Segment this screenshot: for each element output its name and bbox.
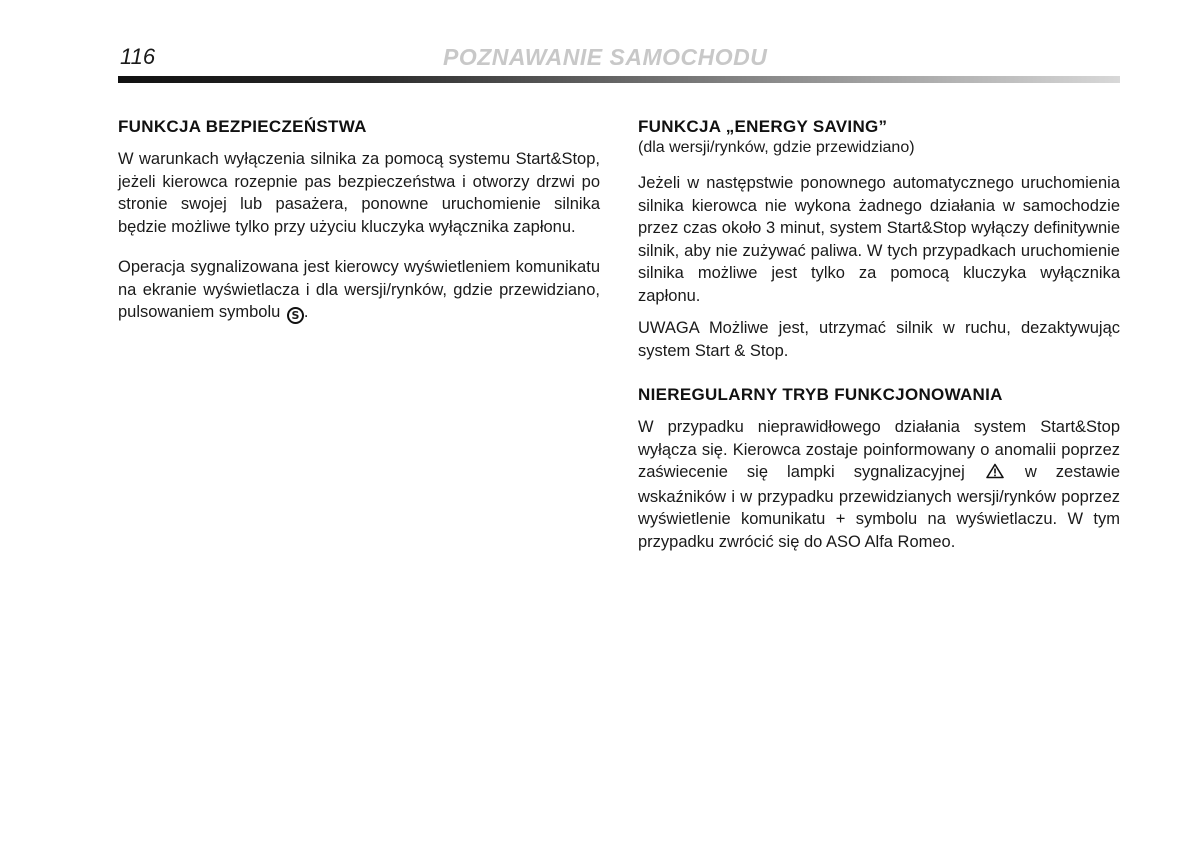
section-subheading-energy-saving: (dla wersji/rynków, gdzie przewidziano) — [638, 139, 915, 156]
paragraph-irregular-mode-end: w zestawie wskaźników i w przypadku przewidzianych wersji/rynków poprzez wyświetlenie komunikatu + symbolu na wyświetlaczu. W tym przypadku zwrócić się do ASO Alfa Romeo. — [638, 463, 1120, 551]
running-title: POZNAWANIE SAMOCHODU — [443, 44, 768, 70]
section-heading-safety: FUNKCJA BEZPIECZEŃSTWA — [118, 117, 367, 136]
warning-triangle-icon — [986, 463, 1004, 486]
start-stop-circle-s-icon: S — [287, 307, 304, 324]
paragraph-safety-2-end: . — [303, 303, 309, 321]
section-heading-irregular-mode: NIEREGULARNY TRYB FUNKCJONOWANIA — [638, 385, 1003, 404]
paragraph-irregular-mode — [638, 416, 1120, 553]
header-rule — [118, 76, 1120, 83]
paragraph-safety-1: W warunkach wyłączenia silnika za pomocą systemu Start&Stop, jeżeli kierowca rozepnie pas bezpieczeństwa i otworzy drzwi po stronie swojej lub pasażera, ponowne uruchomienie silnika będzie możliwe tylko przy użyciu kluczyka wyłącznika zapłonu. — [118, 150, 600, 236]
right-column — [638, 116, 1120, 563]
paragraph-safety-2 — [118, 256, 600, 324]
left-column — [118, 116, 600, 324]
paragraph-safety-2-text: Operacja sygnalizowana jest kierowcy wyświetleniem komunikatu na ekranie wyświetlacza i dla wersji/rynków, gdzie przewidziano, pulsowaniem symbolu — [118, 258, 600, 321]
paragraph-energy-saving-note: UWAGA Możliwe jest, utrzymać silnik w ruchu, dezaktywując system Start & Stop. — [638, 319, 1120, 360]
section-heading-energy-saving: FUNKCJA „ENERGY SAVING” — [638, 117, 888, 136]
page-number: 116 — [120, 44, 156, 69]
paragraph-irregular-mode-start: W przypadku nieprawidłowego działania system Start&Stop wyłącza się. Kierowca zostaje poinformowany o anomalii poprzez zaświecenie się lampki sygnalizacyjnej — [638, 418, 1120, 481]
paragraph-energy-saving-1: Jeżeli w następstwie ponownego automatycznego uruchomienia silnika kierowca nie wykona żadnego działania w samochodzie przez czas około 3 minut, system Start&Stop wyłączy definitywnie silnik, aby nie zużywać paliwa. W tych przypadkach uruchomienie silnika możliwe jest tylko za pomocą kluczyka wyłącznika zapłonu. — [638, 174, 1120, 305]
